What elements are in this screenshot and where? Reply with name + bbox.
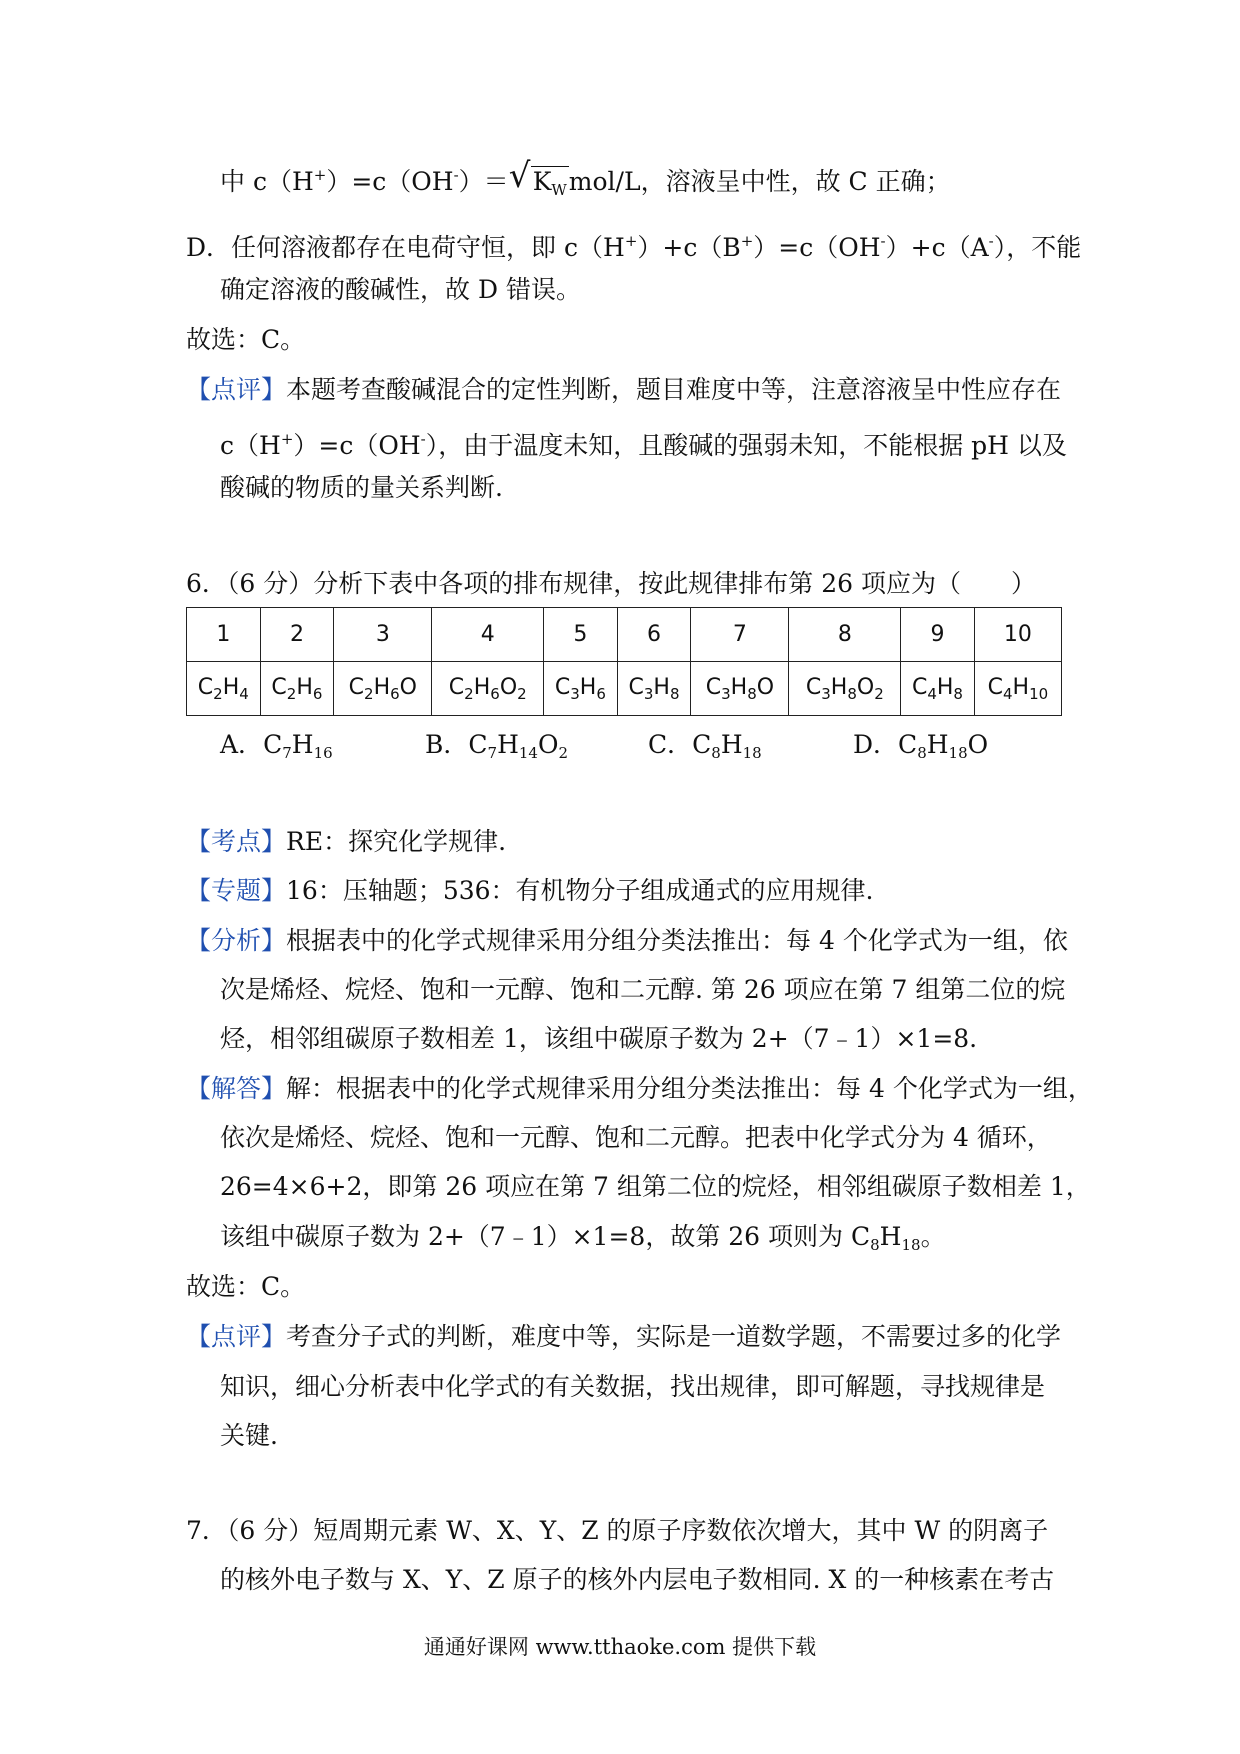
element-symbol: C: [468, 730, 488, 759]
page-footer: 通通好课网 www.tthaoke.com 提供下载: [423, 1635, 817, 1659]
element-symbol: H: [730, 674, 748, 700]
table-cell-index: 1: [187, 608, 261, 662]
table-cell-formula: [544, 662, 618, 716]
atom-count: 2: [286, 684, 297, 703]
comment-tag: 【点评】: [186, 1322, 287, 1351]
option-formula: [692, 730, 762, 762]
q6-fenxi-line2: 次是烯烃、烷烃、饱和一元醇、饱和二元醇. 第 26 项应在第 7 组第二位的烷: [220, 975, 1066, 1004]
element-symbol: H: [373, 674, 391, 700]
option-formula: [898, 730, 989, 762]
element-symbol: H: [291, 730, 314, 759]
q6-fenxi-line1: 【分析】根据表中的化学式规律采用分组分类法推出：每 4 个化学式为一组，依: [186, 926, 1068, 955]
element-symbol: C: [705, 674, 722, 700]
option-formula: [468, 730, 569, 762]
element-symbol: C: [348, 674, 365, 700]
atom-count: 2: [517, 684, 527, 703]
element-symbol: C: [448, 674, 465, 700]
kaodian-tag: 【考点】: [186, 827, 287, 856]
q6-zhuanti: 【专题】16：压轴题；536：有机物分子组成通式的应用规律.: [186, 876, 874, 905]
table-cell-index: 9: [901, 608, 975, 662]
atom-count: 3: [821, 684, 831, 703]
element-symbol: C: [805, 674, 822, 700]
atom-count: 10: [1029, 684, 1049, 703]
option-c: [648, 728, 762, 770]
element-symbol: H: [579, 674, 597, 700]
comment-tag: 【点评】: [186, 375, 287, 404]
jieda-tag: 【解答】: [186, 1074, 287, 1103]
atom-count: 2: [464, 684, 474, 703]
q6-jieda-line4: 该组中碳原子数为 2+（7﹣1）×1=8，故第 26 项则为 $C_8H_{18}$。: [220, 1222, 946, 1254]
q6-comment-line1: 【点评】考查分子式的判断，难度中等，实际是一道数学题，不需要过多的化学: [186, 1322, 1062, 1351]
element-symbol: H: [830, 674, 848, 700]
element-symbol: O: [756, 674, 775, 700]
element-symbol: C: [263, 730, 283, 759]
element-symbol: H: [653, 674, 670, 700]
q6-jieda-line2: 依次是烯烃、烷烃、饱和一元醇、饱和二元醇。把表中化学式分为 4 循环，: [220, 1123, 1052, 1152]
table-cell-formula: [974, 662, 1061, 716]
element-symbol: C: [987, 674, 1003, 700]
table-cell-index: 7: [691, 608, 789, 662]
element-symbol: O: [499, 674, 518, 700]
option-a: [220, 728, 333, 770]
atom-count: 3: [643, 684, 654, 703]
table-cell-formula: [432, 662, 544, 716]
atom-count: 7: [282, 744, 292, 762]
atom-count: 4: [927, 684, 937, 703]
sqrt-kw: √ $K_W$: [508, 156, 567, 199]
fenxi-tag: 【分析】: [186, 926, 287, 955]
atom-count: 6: [596, 684, 606, 703]
atom-count: 2: [558, 744, 569, 762]
q6-kaodian: 【考点】RE：探究化学规律.: [186, 827, 507, 856]
q6-comment-line3: 关键.: [220, 1421, 278, 1450]
q5-option-d-line1: D．任何溶液都存在电荷守恒，即 c（H+）+c（B+）=c（OH-）+c（A-），不能: [186, 232, 1082, 262]
table-cell-index: 6: [617, 608, 691, 662]
element-symbol: O: [537, 730, 559, 759]
table-cell-formula: [789, 662, 901, 716]
atom-count: 4: [239, 684, 249, 703]
element-symbol: H: [720, 730, 743, 759]
q5-option-d-line2: 确定溶液的酸碱性，故 D 错误。: [220, 275, 581, 304]
table-cell-formula: [901, 662, 975, 716]
option-label: D．: [853, 730, 899, 759]
atom-count: 8: [711, 744, 721, 762]
atom-count: 8: [747, 684, 757, 703]
table-cell-formula: [334, 662, 432, 716]
atom-count: 8: [953, 684, 963, 703]
table-cell-index: 4: [432, 608, 544, 662]
atom-count: 6: [312, 684, 323, 703]
element-symbol: C: [692, 730, 712, 759]
atom-count: 18: [948, 744, 968, 762]
element-symbol: C: [197, 674, 214, 700]
q6-stem: 6．（6 分）分析下表中各项的排布规律，按此规律排布第 26 项应为（ ）: [186, 569, 1036, 598]
option-label: C．: [648, 730, 693, 759]
zhuanti-tag: 【专题】: [186, 876, 287, 905]
atom-count: 8: [917, 744, 927, 762]
q5-comment-line3: 酸碱的物质的量关系判断.: [220, 473, 503, 502]
q6-jieda-line3: 26=4×6+2，即第 26 项应在第 7 组第二位的烷烃，相邻组碳原子数相差 1，: [220, 1172, 1091, 1201]
element-symbol: C: [898, 730, 918, 759]
sequence-table: [186, 607, 1062, 716]
q7-stem-line1: 7．（6 分）短周期元素 W、X、Y、Z 的原子序数依次增大，其中 W 的阴离子: [186, 1516, 1049, 1545]
option-formula: [263, 730, 333, 762]
atom-count: 7: [487, 744, 498, 762]
table-cell-index: 8: [789, 608, 901, 662]
q5-c-conclusion-line: 中 c（H+）=c（OH-）＝ √ $K_Wmol/L$，溶液呈中性，故 C 正确；: [220, 158, 951, 207]
table-cell-index: 2: [260, 608, 334, 662]
element-symbol: H: [1012, 674, 1030, 700]
option-d: [853, 728, 988, 770]
q6-fenxi-line3: 烃，相邻组碳原子数相差 1，该组中碳原子数为 2+（7﹣1）×1=8.: [220, 1024, 978, 1053]
q5-comment-line2: c（H+）=c（OH-），由于温度未知，且酸碱的强弱未知，不能根据 pH 以及: [220, 430, 1067, 460]
atom-count: 8: [847, 684, 857, 703]
atom-count: 2: [364, 684, 374, 703]
atom-count: 2: [213, 684, 223, 703]
atom-count: 16: [313, 744, 333, 762]
q6-answer: 故选：C。: [186, 1272, 306, 1301]
table-cell-index: 5: [544, 608, 618, 662]
q5-comment-line1: 【点评】本题考查酸碱混合的定性判断，题目难度中等，注意溶液呈中性应存在: [186, 375, 1062, 404]
element-symbol: O: [856, 674, 875, 700]
atom-count: 2: [874, 684, 884, 703]
atom-count: 8: [669, 684, 680, 703]
atom-count: 6: [390, 684, 400, 703]
option-b: [425, 728, 568, 770]
atom-count: 3: [721, 684, 731, 703]
table-cell-formula: [187, 662, 261, 716]
element-symbol: H: [296, 674, 313, 700]
q6-jieda-line1: 【解答】解：根据表中的化学式规律采用分组分类法推出：每 4 个化学式为一组，: [186, 1074, 1093, 1103]
q7-stem-line2: 的核外电子数与 X、Y、Z 原子的核外内层电子数相同. X 的一种核素在考古: [220, 1565, 1055, 1594]
q5-answer: 故选：C。: [186, 325, 306, 354]
element-symbol: H: [222, 674, 240, 700]
element-symbol: C: [271, 674, 287, 700]
element-symbol: O: [399, 674, 417, 700]
element-symbol: C: [554, 674, 571, 700]
table-cell-index: 3: [334, 608, 432, 662]
table-cell-formula: [260, 662, 334, 716]
element-symbol: H: [473, 674, 491, 700]
element-symbol: H: [497, 730, 519, 759]
atom-count: 6: [490, 684, 500, 703]
atom-count: 4: [1002, 684, 1013, 703]
table-cell-index: 10: [974, 608, 1061, 662]
element-symbol: H: [936, 674, 954, 700]
element-symbol: C: [628, 674, 644, 700]
table-row-formula: [187, 662, 1062, 716]
table-cell-formula: [691, 662, 789, 716]
atom-count: 3: [570, 684, 580, 703]
table-row-index: [187, 608, 1062, 662]
sqrt-icon: √: [508, 156, 531, 196]
element-symbol: O: [967, 730, 989, 759]
option-label: B．: [425, 730, 469, 759]
element-symbol: H: [926, 730, 949, 759]
q6-comment-line2: 知识，细心分析表中化学式的有关数据，找出规律，即可解题，寻找规律是: [220, 1372, 1046, 1401]
atom-count: 18: [742, 744, 762, 762]
option-label: A．: [220, 730, 264, 759]
atom-count: 14: [518, 744, 538, 762]
element-symbol: C: [911, 674, 928, 700]
table-cell-formula: [617, 662, 691, 716]
